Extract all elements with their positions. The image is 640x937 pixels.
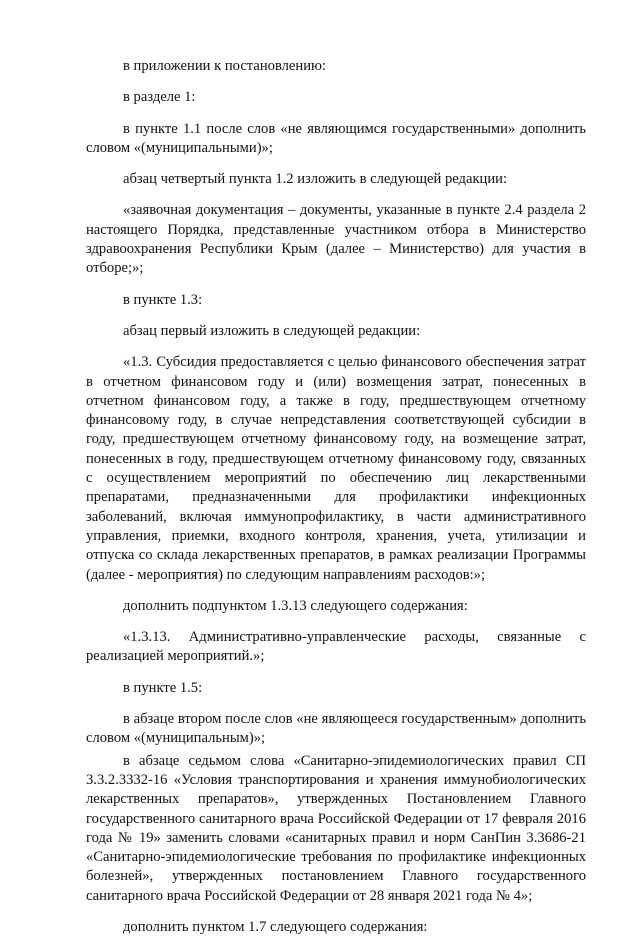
paragraph: в пункте 1.1 после слов «не являющимся государственными» дополнить словом «(муниципальными)»; [86,120,586,156]
paragraph: в разделе 1: [123,89,196,106]
paragraph: дополнить подпунктом 1.3.13 следующего содержания: [123,597,468,614]
paragraph: «заявочная документация – документы, указанные в пункте 2.4 раздела 2 настоящего Порядка, представленные участником отбора в Министерство здравоохранения Республики Крым (далее – Министерство) для участия в отборе;»; [86,202,586,277]
paragraph: в абзаце седьмом слова «Санитарно-эпидемиологических правил СП 3.3.2.3332-16 «Условия транспортирования и хранения иммунобиологических лекарственных препаратов», утвержденных Постановлением Главного государственного санитарного врача Российской Федерации от 17 февраля 2016 года № 19» заменить словами «санитарных правил и норм СанПин 3.3686-21 «Санитарно-эпидемиологические требования по профилактике инфекционных болезней», утвержденных постановлением Главного государственного санитарного врача Российской Федерации от 28 января 2021 года № 4»; [86,752,586,904]
paragraph: абзац первый изложить в следующей редакции: [123,322,421,339]
paragraph: в приложении к постановлению: [123,58,326,74]
paragraph: в абзаце втором после слов «не являющееся государственным» дополнить словом «(муниципальным)»; [86,711,586,747]
paragraph: дополнить пунктом 1.7 следующего содержания: [123,918,428,935]
paragraph: в пункте 1.3: [123,291,203,308]
paragraph: «1.3.13. Административно-управленческие расходы, связанные с реализацией мероприятий.»; [86,629,586,665]
paragraph: «1.3. Субсидия предоставляется с целью финансового обеспечения затрат в отчетном финансовом году и (или) возмещения затрат, понесенных в отчетном финансовом году, а также в году, предшествующем отчетному финансовому году, в случае непредставления соответствующей субсидии в году, предшествующем отчетному финансовому году, на возмещение затрат, понесенных в году, предшествующем отчетному финансовому году, связанных с осуществлением мероприятий по обеспечению лиц лекарственными препаратами, предназначенными для профилактики инфекционных заболеваний, включая иммунопрофилактику, в части административного управления, приемки, входного контроля, хранения, учета, утилизации и отпуска со склада лекарственных препаратов, в рамках реализации Программы (далее - мероприятия) по следующим направлениям расходов:»; [86,354,586,583]
document-body [86,57,586,937]
paragraph: в пункте 1.5: [123,679,203,696]
paragraph: абзац четвертый пункта 1.2 изложить в следующей редакции: [123,171,508,188]
